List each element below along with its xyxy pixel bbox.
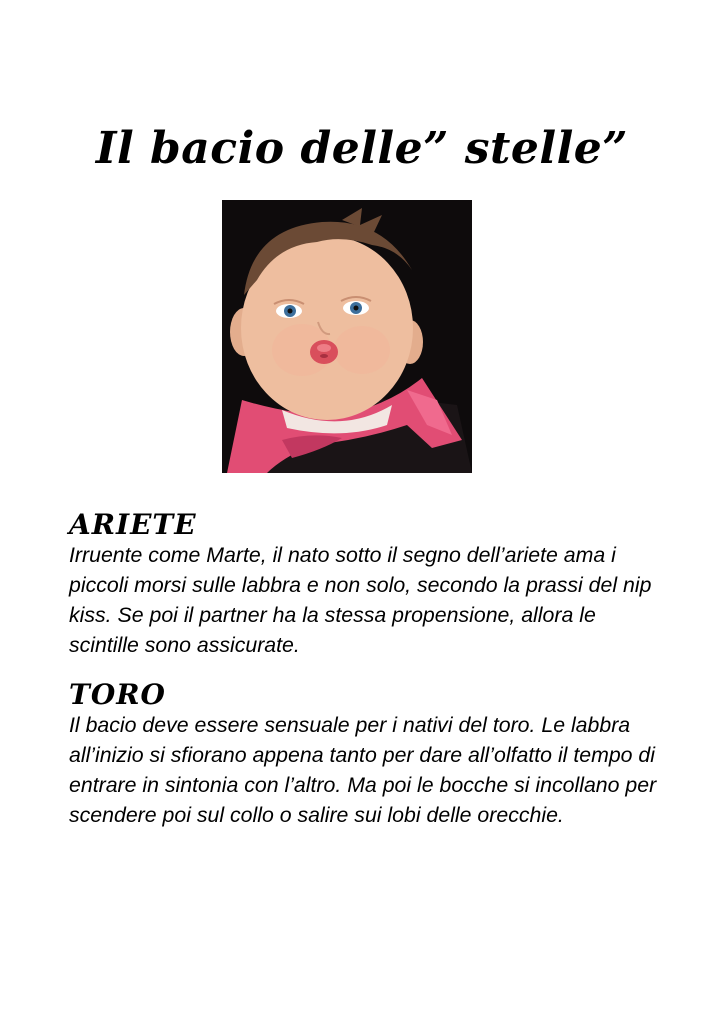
zodiac-description: Irruente come Marte, il nato sotto il segno dell’ariete ama i piccoli morsi sulle labbra e non solo, secondo la prassi del nip kiss. Se poi il partner ha la stessa propensione, allora le scintille sono assicurate. <box>69 543 652 657</box>
baby-kiss-photo <box>222 200 472 473</box>
page-title: Il bacio delle” stelle” <box>95 123 629 175</box>
zodiac-heading: ARIETE <box>69 508 197 541</box>
zodiac-section-ariete <box>69 510 669 660</box>
zodiac-heading: TORO <box>69 678 166 711</box>
zodiac-description: Il bacio deve essere sensuale per i nativi del toro. Le labbra all’inizio si sfiorano appena tanto per dare all’olfatto il tempo di entrare in sintonia con l’altro. Ma poi le bocche si incollano per scendere poi sul collo o salire sui lobi delle orecchie. <box>69 713 657 827</box>
zodiac-section-toro <box>69 680 669 830</box>
